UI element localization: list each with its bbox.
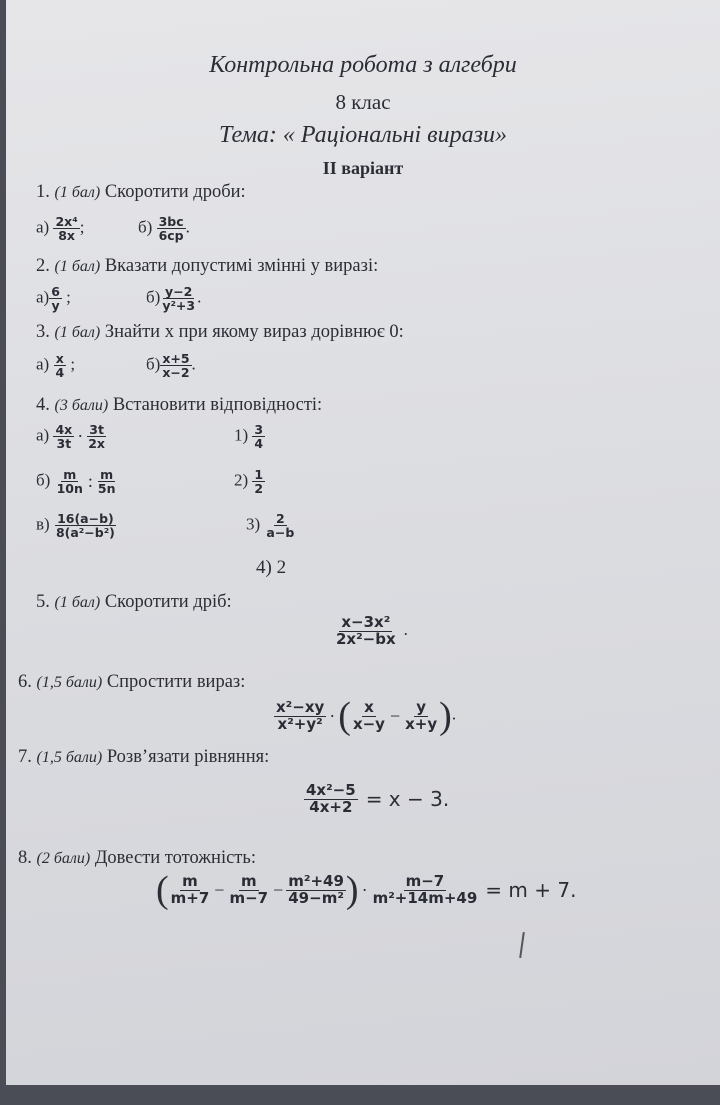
grade: 8 клас [335,90,391,114]
task-6-heading: 6. (1,5 бали) Спростити вираз: [18,672,246,692]
task-7-equation: $\frac{\text{4x²−5}}{4x+2}$ = x − 3. [306,781,450,816]
task-4-heading: 4. (3 бали) Встановити відповідності: [36,395,323,415]
task-1-heading: 1. (1 бал) Скоротити дроби: [36,182,246,202]
task-4-answer-1: 1) $\frac{3}{4}$ [234,422,264,452]
page-title: Контрольна робота з алгебри [209,52,517,78]
task-4-answer-2: 2) $\frac{1}{2}$ [234,467,264,497]
test-sheet [6,0,720,1085]
topic: Тема: « Раціональні вирази» [219,122,507,148]
task-4-answer-3: 3) $\frac{2}{a-b}$ [246,511,295,541]
task-4-a: а) $\frac{4x}{3t}$ · $\frac{3t}{2x}$ [36,422,105,452]
variant: ІІ варіант [322,158,404,178]
task-5-heading: 5. (1 бал) Скоротити дріб: [36,592,232,612]
task-2-a: а) $\frac{6}{y}$ ; [36,284,71,314]
task-4-answer-4: 4) 2 [256,557,287,578]
task-8-identity: ( $\frac{m}{m+7}$ − $\frac{m}{m-7}$ − $\frac{\text{m²+49}}{\text{49−m²}}$ ) · $\frac{m-7}{\text{m²+14m+49}}$ = m + 7. [156,869,577,911]
task-4-c: в) $\frac{16(a-b)}{\text{8(a²−b²)}}$ [36,511,115,541]
task-1-b: б) $\frac{3bc}{6cp}$ . [138,214,190,244]
task-2-b: б) $\frac{y-2}{\text{y²+3}}$ . [146,284,202,314]
task-3-a: а) $\frac{x}{4}$ ; [36,351,76,381]
task-3-heading: 3. (1 бал) Знайти x при якому вираз дорівнює 0: [36,322,404,342]
pen-stroke [519,932,525,958]
task-3-b: б) $\frac{x+5}{x-2}$ . [146,351,196,381]
task-2-heading: 2. (1 бал) Вказати допустимі змінні у виразі: [36,256,379,276]
task-4-b: б) $\frac{m}{10n}$ : $\frac{m}{5n}$ [36,467,116,497]
task-7-heading: 7. (1,5 бали) Розв’язати рівняння: [18,747,270,767]
task-6-expression: $\frac{\text{x²−xy}}{\text{x²+y²}}$ ·( $\frac{x}{x-y}$ − $\frac{y}{x+y}$ ). [276,695,457,737]
task-5-expression: $\frac{\text{x−3x²}}{\text{2x²−bx}}$ . [336,613,408,648]
task-8-heading: 8. (2 бали) Довести тотожність: [18,848,256,868]
task-1-a: а) $\frac{\text{2x⁴}}{8x}$ ; [36,214,85,244]
